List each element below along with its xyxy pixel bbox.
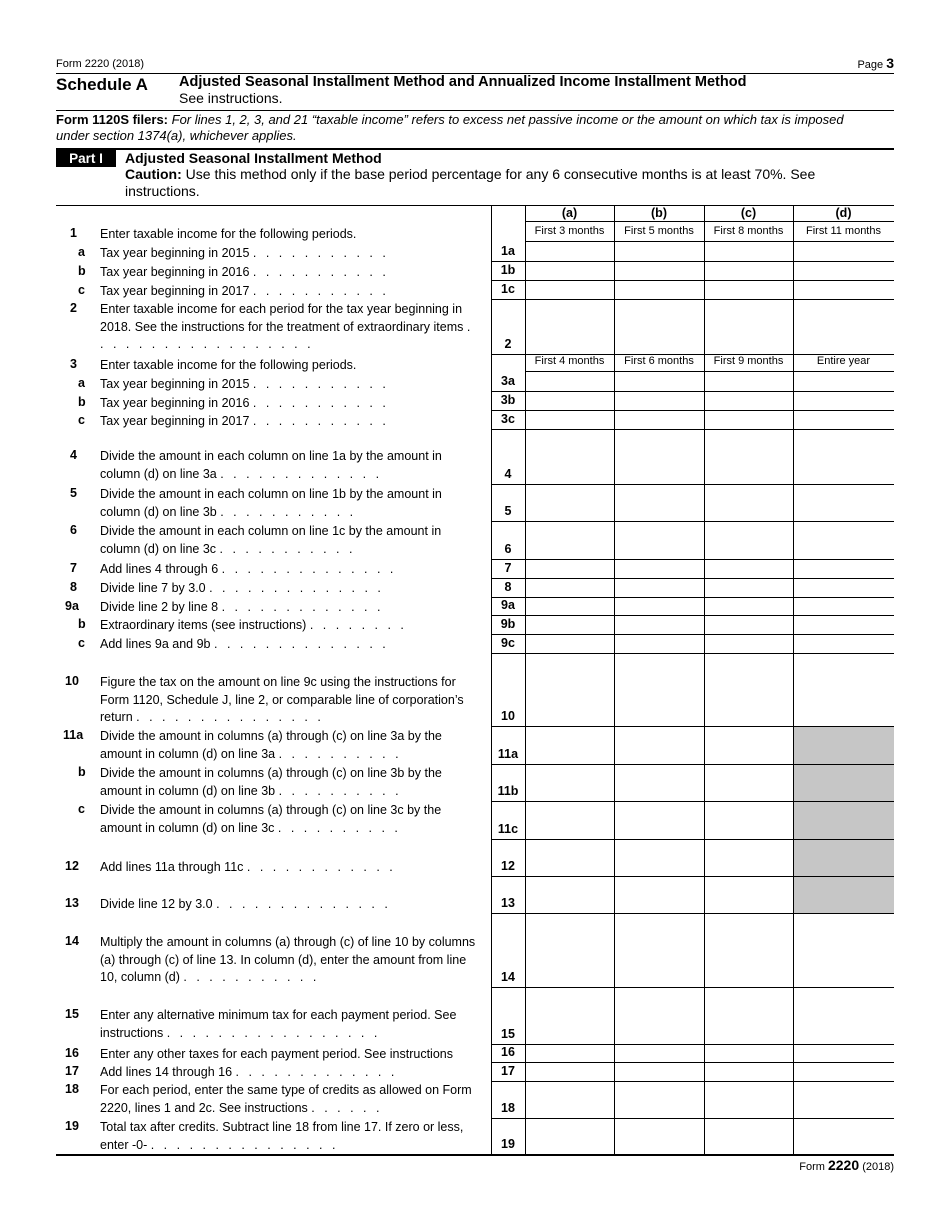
page-indicator xyxy=(857,55,894,71)
line-code: 9b xyxy=(500,617,516,631)
line-text: Tax year beginning in 2017 xyxy=(100,284,250,298)
line-description xyxy=(100,674,480,727)
column-letter: (d) xyxy=(835,206,852,220)
part-heading xyxy=(125,150,885,200)
line-number: 1 xyxy=(70,226,77,240)
line-text: Enter taxable income for each period for the tax year beginning in 2018. See the instructions for the treatment of extraordinary items xyxy=(100,302,464,334)
line-text: Divide line 12 by 3.0 xyxy=(100,897,213,911)
input-line-9a-col-d[interactable] xyxy=(794,598,893,614)
input-line-3c-col-c[interactable] xyxy=(705,411,792,428)
column-period-3: First 9 months xyxy=(713,355,784,367)
input-line-17-col-c[interactable] xyxy=(705,1063,792,1080)
input-line-7-col-d[interactable] xyxy=(794,560,893,577)
leader-dots: . . . . . . . . xyxy=(309,618,407,632)
line-number: 4 xyxy=(70,448,77,462)
input-line-10-col-b[interactable] xyxy=(615,654,703,725)
input-line-11b-col-a[interactable] xyxy=(526,765,613,800)
input-line-18-col-a[interactable] xyxy=(526,1082,613,1117)
input-line-3c-col-d[interactable] xyxy=(794,411,893,428)
input-line-5-col-c[interactable] xyxy=(705,485,792,520)
input-line-6-col-d[interactable] xyxy=(794,522,893,558)
input-line-1c-col-a[interactable] xyxy=(526,281,613,298)
input-line-8-col-d[interactable] xyxy=(794,579,893,596)
input-line-17-col-b[interactable] xyxy=(615,1063,703,1080)
input-line-9c-col-a[interactable] xyxy=(526,635,613,652)
input-line-7-col-c[interactable] xyxy=(705,560,792,577)
line-code: 16 xyxy=(501,1045,515,1059)
line-number: 5 xyxy=(70,486,77,500)
leader-dots: . . . . . . . . . . . xyxy=(252,396,389,410)
line-code: 1c xyxy=(501,282,515,296)
line-number: 9a xyxy=(65,599,79,613)
line-number: c xyxy=(78,283,85,297)
leader-dots: . . . . . . . . . . . . . . . xyxy=(150,1137,339,1152)
input-line-11b-col-b[interactable] xyxy=(615,765,703,800)
input-line-9b-col-a[interactable] xyxy=(526,616,613,633)
line-number: a xyxy=(78,245,85,259)
input-line-11b-col-c[interactable] xyxy=(705,765,792,800)
input-line-9b-col-b[interactable] xyxy=(615,616,703,633)
line-text: Figure the tax on the amount on line 9c using the instructions for Form 1120, Schedule J, line 2, or comparable line of corporation’s return xyxy=(100,675,464,724)
input-line-9b-col-d[interactable] xyxy=(794,616,893,633)
column-letter: (b) xyxy=(651,206,667,220)
input-line-19-col-b[interactable] xyxy=(615,1119,703,1153)
leader-dots: . . . . . . . . . . . xyxy=(252,246,389,260)
line-description xyxy=(100,728,480,763)
input-line-3a-col-d[interactable] xyxy=(794,372,893,390)
input-line-12-col-c[interactable] xyxy=(705,840,792,875)
line-number: 7 xyxy=(70,561,77,575)
input-line-11c-col-a[interactable] xyxy=(526,802,613,838)
input-line-16-col-b[interactable] xyxy=(615,1045,703,1061)
line-code: 6 xyxy=(504,542,512,556)
input-line-6-col-b[interactable] xyxy=(615,522,703,558)
line-code: 9a xyxy=(501,598,515,612)
input-line-5-col-b[interactable] xyxy=(615,485,703,520)
line-description xyxy=(100,301,480,354)
line-description xyxy=(100,448,480,483)
input-line-1a-col-c[interactable] xyxy=(705,242,792,260)
line-code: 11c xyxy=(497,822,519,836)
line-text: Tax year beginning in 2016 xyxy=(100,396,250,410)
filers-note-label: Form 1120S filers: xyxy=(56,112,168,127)
input-line-14-col-c[interactable] xyxy=(705,914,792,986)
line-number: 15 xyxy=(65,1007,79,1021)
line-text: Divide the amount in each column on line 1a by the amount in column (d) on line 3a xyxy=(100,449,442,481)
line-description xyxy=(100,395,480,413)
input-line-16-col-c[interactable] xyxy=(705,1045,792,1061)
line-text: Multiply the amount in columns (a) through (c) of line 10 by columns (a) through (c) of line 13. In column (d), enter the amount from line 10, column (d) xyxy=(100,935,476,984)
line-text: Enter taxable income for the following periods. xyxy=(100,227,357,241)
input-line-1c-col-d[interactable] xyxy=(794,281,893,298)
line-text: Divide the amount in columns (a) through (c) on line 3c by the amount in column (d) on line 3c xyxy=(100,803,442,835)
line-text: Add lines 9a and 9b xyxy=(100,637,211,651)
input-line-15-col-c[interactable] xyxy=(705,988,792,1043)
line-number: 19 xyxy=(65,1119,79,1133)
line-number: b xyxy=(78,395,86,409)
input-line-1b-col-b[interactable] xyxy=(615,262,703,279)
line-description xyxy=(100,636,480,654)
column-period-3: Entire year xyxy=(816,355,871,367)
line-number: 16 xyxy=(65,1046,79,1060)
line-number: c xyxy=(78,636,85,650)
line-number: c xyxy=(78,802,85,816)
line-text: Divide the amount in columns (a) through (c) on line 3a by the amount in column (d) on line 3a xyxy=(100,729,442,761)
column-period-1: First 3 months xyxy=(534,225,605,237)
line-number: 3 xyxy=(70,357,77,371)
line-description xyxy=(100,896,480,914)
line-code: 5 xyxy=(504,504,512,518)
input-line-16-col-a[interactable] xyxy=(526,1045,613,1061)
line-code: 17 xyxy=(501,1064,515,1078)
input-line-7-col-b[interactable] xyxy=(615,560,703,577)
column-period-1: First 5 months xyxy=(624,225,694,237)
line-description xyxy=(100,765,480,800)
input-line-3c-col-b[interactable] xyxy=(615,411,703,428)
footer-form-number: 2220 xyxy=(827,1157,860,1173)
line-description xyxy=(100,580,480,598)
line-description xyxy=(100,283,480,301)
line-number: 8 xyxy=(70,580,77,594)
leader-dots: . . . . . . . . . . . xyxy=(220,504,357,519)
input-line-14-col-b[interactable] xyxy=(615,914,703,986)
input-line-18-col-b[interactable] xyxy=(615,1082,703,1117)
line-description xyxy=(100,859,480,877)
input-line-15-col-b[interactable] xyxy=(615,988,703,1043)
line-description xyxy=(100,413,480,431)
shaded-cell xyxy=(794,765,894,801)
schedule-rule xyxy=(56,110,894,111)
input-line-10-col-a[interactable] xyxy=(526,654,613,725)
row-rule xyxy=(491,299,894,300)
line-text: Extraordinary items (see instructions) xyxy=(100,618,307,632)
row-rule xyxy=(491,354,894,355)
input-line-9b-col-c[interactable] xyxy=(705,616,792,633)
line-number: b xyxy=(78,264,86,278)
leader-dots: . . . . . . . . . . xyxy=(278,746,402,761)
row-rule xyxy=(491,429,894,430)
line-description xyxy=(100,802,480,837)
leader-dots: . . . . . . . . . . . . . . . . . . xyxy=(100,319,474,351)
input-line-3c-col-a[interactable] xyxy=(526,411,613,428)
line-code: 13 xyxy=(501,896,515,910)
input-line-10-col-d[interactable] xyxy=(794,654,893,725)
line-code: 3c xyxy=(501,412,515,426)
line-text: Divide line 2 by line 8 xyxy=(100,600,219,614)
input-line-1b-col-c[interactable] xyxy=(705,262,792,279)
line-number: b xyxy=(78,765,86,779)
line-code: 10 xyxy=(501,709,515,723)
input-line-1b-col-d[interactable] xyxy=(794,262,893,279)
input-line-9a-col-b[interactable] xyxy=(615,598,703,614)
input-line-3a-col-c[interactable] xyxy=(705,372,792,390)
line-description xyxy=(100,245,480,263)
line-text: For each period, enter the same type of credits as allowed on Form 2220, lines 1 and 2c. See instructions xyxy=(100,1083,472,1115)
line-code: 18 xyxy=(501,1101,515,1115)
input-line-14-col-a[interactable] xyxy=(526,914,613,986)
input-line-7-col-a[interactable] xyxy=(526,560,613,577)
input-line-13-col-a[interactable] xyxy=(526,877,613,912)
column-period-3: First 4 months xyxy=(534,355,605,367)
line-text: Tax year beginning in 2015 xyxy=(100,377,250,391)
input-line-9c-col-d[interactable] xyxy=(794,635,893,652)
line-code: 7 xyxy=(504,561,512,575)
line-text: Add lines 14 through 16 xyxy=(100,1065,233,1079)
footer-form-prefix: Form xyxy=(799,1161,825,1173)
line-text: Divide line 7 by 3.0 xyxy=(100,581,206,595)
line-description xyxy=(100,1007,480,1042)
line-code: 3a xyxy=(501,374,515,388)
line-code: 11b xyxy=(497,784,519,798)
line-text: Enter any alternative minimum tax for each payment period. See instructions xyxy=(100,1008,457,1040)
line-code: 3b xyxy=(500,393,516,407)
leader-dots: . . . . . . . . . . . . . . xyxy=(216,897,391,911)
leader-dots: . . . . . . . . . . . . . . . xyxy=(136,710,324,724)
input-line-1c-col-b[interactable] xyxy=(615,281,703,298)
input-line-6-col-a[interactable] xyxy=(526,522,613,558)
leader-dots: . . . . . . . . . . . . . . xyxy=(221,562,397,576)
leader-dots: . . . . . . . . . . . xyxy=(219,541,356,556)
input-line-18-col-d[interactable] xyxy=(794,1082,893,1117)
shaded-cell xyxy=(794,840,894,876)
line-code: 15 xyxy=(501,1027,515,1041)
line-description xyxy=(100,264,480,282)
leader-dots: . . . . . . . . . . . . . . . . . xyxy=(166,1025,381,1040)
input-line-19-col-a[interactable] xyxy=(526,1119,613,1153)
line-number: 11a xyxy=(63,728,84,742)
page-number: 3 xyxy=(886,55,894,71)
input-line-5-col-a[interactable] xyxy=(526,485,613,520)
column-letter: (a) xyxy=(561,206,578,220)
line-code: 1a xyxy=(501,244,515,258)
line-description xyxy=(100,934,480,987)
shaded-cell xyxy=(794,877,894,913)
input-line-15-col-d[interactable] xyxy=(794,988,893,1043)
line-code: 1b xyxy=(500,263,516,277)
line-number: 2 xyxy=(70,301,77,315)
input-line-11c-col-b[interactable] xyxy=(615,802,703,838)
caution-text: Use this method only if the base period percentage for any 6 consecutive months is at least 70%. See instructions. xyxy=(125,166,816,199)
line-number: 14 xyxy=(65,934,79,948)
line-description xyxy=(100,1119,480,1154)
line-code: 2 xyxy=(504,337,512,351)
footer-form-id xyxy=(799,1157,894,1173)
input-line-15-col-a[interactable] xyxy=(526,988,613,1043)
line-description xyxy=(100,226,480,244)
line-text: Total tax after credits. Subtract line 18 from line 17. If zero or less, enter -0- xyxy=(100,1120,464,1152)
line-text: Enter any other taxes for each payment period. See instructions xyxy=(100,1047,453,1061)
leader-dots: . . . . . . . . . . . xyxy=(252,414,389,428)
input-line-11a-col-c[interactable] xyxy=(705,727,792,763)
line-text: Divide the amount in each column on line 1b by the amount in column (d) on line 3b xyxy=(100,487,442,519)
leader-dots: . . . . . . . . . . . . . . xyxy=(214,637,389,651)
line-text: Add lines 11a through 11c xyxy=(100,860,244,874)
shaded-cell xyxy=(794,802,894,839)
line-code: 14 xyxy=(501,970,515,984)
line-code: 11a xyxy=(497,747,519,761)
input-line-9c-col-b[interactable] xyxy=(615,635,703,652)
input-line-3b-col-d[interactable] xyxy=(794,392,893,409)
colhead-rule xyxy=(525,221,894,222)
shaded-cell xyxy=(794,727,894,764)
line-description xyxy=(100,486,480,521)
caution-label: Caution: xyxy=(125,166,182,182)
input-line-8-col-a[interactable] xyxy=(526,579,613,596)
line-number: c xyxy=(78,413,85,427)
input-line-3a-col-a[interactable] xyxy=(526,372,613,390)
line-number: 6 xyxy=(70,523,77,537)
leader-dots: . . . . . . . . . . . . . xyxy=(220,466,383,481)
filers-note-text: For lines 1, 2, 3, and 21 “taxable income” refers to excess net passive income or the amount on which tax is imposed under section 1374(a), whichever applies. xyxy=(56,112,844,143)
leader-dots: . . . . . . . . . . . . . xyxy=(235,1065,398,1079)
input-line-4-col-b[interactable] xyxy=(615,430,703,483)
schedule-see-instructions: See instructions. xyxy=(179,90,283,106)
row-rule xyxy=(491,839,894,840)
leader-dots: . . . . . . . . . . . xyxy=(252,284,389,298)
input-line-10-col-c[interactable] xyxy=(705,654,792,725)
line-text: Tax year beginning in 2016 xyxy=(100,265,250,279)
line-text: Divide the amount in each column on line 1c by the amount in column (d) on line 3c xyxy=(100,524,442,556)
leader-dots: . . . . . . . . . . . xyxy=(252,265,389,279)
line-text: Tax year beginning in 2017 xyxy=(100,414,250,428)
schedule-title xyxy=(179,74,879,106)
line-text: Tax year beginning in 2015 xyxy=(100,246,250,260)
input-line-9c-col-c[interactable] xyxy=(705,635,792,652)
part-caution xyxy=(125,166,885,200)
input-line-17-col-a[interactable] xyxy=(526,1063,613,1080)
part-badge: Part I xyxy=(56,150,116,167)
line-description xyxy=(100,1064,480,1082)
input-line-2-col-a[interactable] xyxy=(526,300,613,353)
input-line-9a-col-c[interactable] xyxy=(705,598,792,614)
input-line-3a-col-b[interactable] xyxy=(615,372,703,390)
line-description xyxy=(100,617,480,635)
column-letter: (c) xyxy=(740,206,757,220)
leader-dots: . . . . . . . . . . . xyxy=(183,970,320,984)
input-line-1a-col-b[interactable] xyxy=(615,242,703,260)
input-line-13-col-b[interactable] xyxy=(615,877,703,912)
line-description xyxy=(100,599,480,617)
line-description xyxy=(100,376,480,394)
line-description xyxy=(100,561,480,579)
line-text: Divide the amount in columns (a) through (c) on line 3b by the amount in column (d) on line 3b xyxy=(100,766,442,798)
line-code: 4 xyxy=(504,467,512,481)
leader-dots: . . . . . . . . . . . . . xyxy=(221,600,384,614)
input-line-5-col-d[interactable] xyxy=(794,485,893,520)
line-code: 9c xyxy=(501,636,515,650)
input-line-9a-col-a[interactable] xyxy=(526,598,613,614)
schedule-title-text: Adjusted Seasonal Installment Method and Annualized Income Installment Method xyxy=(179,74,747,90)
input-line-11a-col-b[interactable] xyxy=(615,727,703,763)
input-line-3b-col-b[interactable] xyxy=(615,392,703,409)
leader-dots: . . . . . . . . . . xyxy=(278,783,402,798)
leader-dots: . . . . . . . . . . xyxy=(277,820,401,835)
line-number: 18 xyxy=(65,1082,79,1096)
leader-dots: . . . . . . xyxy=(311,1100,383,1115)
input-line-17-col-d[interactable] xyxy=(794,1063,893,1080)
column-period-1: First 11 months xyxy=(806,225,881,237)
input-line-11a-col-a[interactable] xyxy=(526,727,613,763)
line-code: 8 xyxy=(504,580,512,594)
input-line-3b-col-a[interactable] xyxy=(526,392,613,409)
input-line-19-col-c[interactable] xyxy=(705,1119,792,1153)
input-line-12-col-b[interactable] xyxy=(615,840,703,875)
input-line-6-col-c[interactable] xyxy=(705,522,792,558)
footer-rule xyxy=(56,1154,894,1156)
input-line-1a-col-a[interactable] xyxy=(526,242,613,260)
leader-dots: . . . . . . . . . . . xyxy=(252,377,389,391)
leader-dots: . . . . . . . . . . . . xyxy=(246,860,396,874)
input-line-4-col-d[interactable] xyxy=(794,430,893,483)
input-line-14-col-d[interactable] xyxy=(794,914,893,986)
line-code: 19 xyxy=(501,1137,515,1151)
column-period-3: First 6 months xyxy=(624,355,694,367)
line-description xyxy=(100,523,480,558)
line-text: Enter taxable income for the following periods. xyxy=(100,358,357,372)
line-number: 12 xyxy=(65,859,79,873)
line-number: 13 xyxy=(65,896,79,910)
schedule-label: Schedule A xyxy=(56,75,148,94)
part-title: Adjusted Seasonal Installment Method xyxy=(125,150,382,166)
input-line-11c-col-c[interactable] xyxy=(705,802,792,838)
form-reference: Form 2220 (2018) xyxy=(56,58,145,70)
input-line-8-col-b[interactable] xyxy=(615,579,703,596)
input-line-2-col-b[interactable] xyxy=(615,300,703,353)
input-line-16-col-d[interactable] xyxy=(794,1045,893,1061)
input-line-13-col-c[interactable] xyxy=(705,877,792,912)
input-line-12-col-a[interactable] xyxy=(526,840,613,875)
input-line-4-col-c[interactable] xyxy=(705,430,792,483)
input-line-3b-col-c[interactable] xyxy=(705,392,792,409)
line-number: 17 xyxy=(65,1064,79,1078)
input-line-1b-col-a[interactable] xyxy=(526,262,613,279)
input-line-19-col-d[interactable] xyxy=(794,1119,893,1153)
line-text: Add lines 4 through 6 xyxy=(100,562,219,576)
input-line-2-col-c[interactable] xyxy=(705,300,792,353)
leader-dots: . . . . . . . . . . . . . . xyxy=(209,581,384,595)
footer-year: (2018) xyxy=(862,1161,894,1173)
input-line-4-col-a[interactable] xyxy=(526,430,613,483)
line-code: 12 xyxy=(501,859,515,873)
filers-note xyxy=(56,112,876,144)
input-line-1a-col-d[interactable] xyxy=(794,242,893,260)
line-number: b xyxy=(78,617,86,631)
line-description xyxy=(100,1082,480,1117)
column-period-1: First 8 months xyxy=(713,225,784,237)
line-number: a xyxy=(78,376,85,390)
input-line-18-col-c[interactable] xyxy=(705,1082,792,1117)
row-rule xyxy=(491,653,894,654)
line-description xyxy=(100,357,480,375)
input-line-1c-col-c[interactable] xyxy=(705,281,792,298)
input-line-2-col-d[interactable] xyxy=(794,300,893,353)
line-number: 10 xyxy=(65,674,79,688)
page-label: Page xyxy=(857,59,884,71)
line-description xyxy=(100,1046,480,1064)
input-line-8-col-c[interactable] xyxy=(705,579,792,596)
